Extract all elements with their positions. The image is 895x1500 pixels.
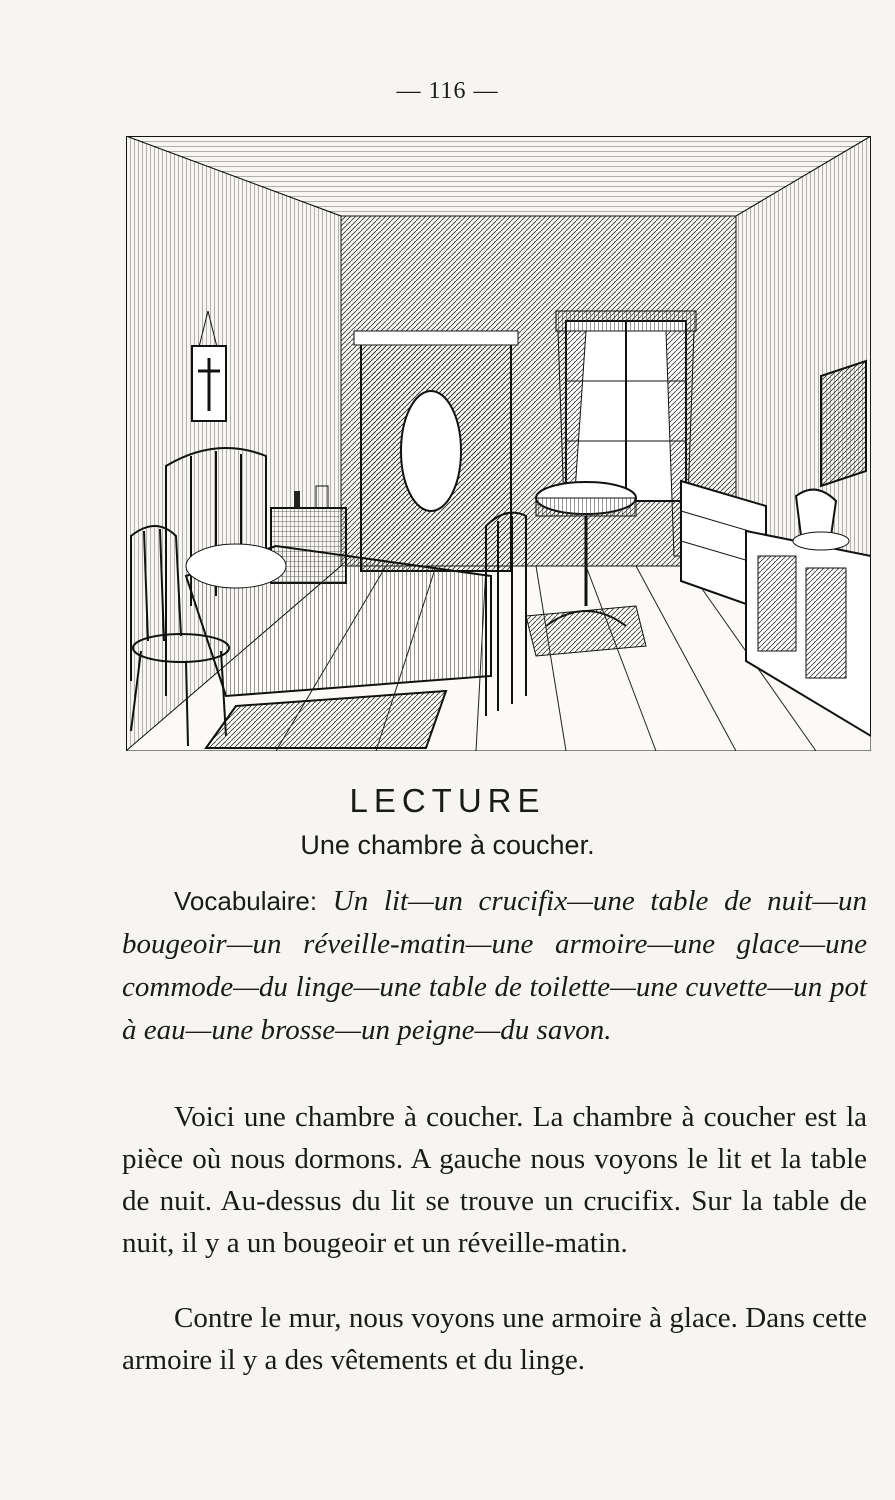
lesson-title: Une chambre à coucher. — [300, 830, 595, 860]
page-number: — 116 — — [396, 78, 499, 104]
section-heading: LECTURE — [349, 782, 546, 819]
bedroom-engraving — [126, 136, 871, 751]
reading-paragraph-1: Voici une chambre à coucher. La chambre à coucher est la pièce où nous dormons. A gauche nous voyons le lit et la table de nuit. Au-dessus du lit se trouve un crucifix. Sur la table de nuit, il y a un bougeoir et un réveille-matin. — [122, 1101, 867, 1259]
vocabulary-paragraph — [122, 880, 867, 1052]
bedroom-illustration — [126, 136, 871, 751]
reading-paragraph-2: Contre le mur, nous voyons une armoire à glace. Dans cette armoire il y a des vêtements et du linge. — [122, 1302, 867, 1376]
vocabulary-words: Un lit—un crucifix—une table de nuit—un bougeoir—un réveille-matin—une armoire—une glace—une commode—du linge—une table de toilette—une cuvette—un pot à eau—une brosse—un peigne—du savon. — [122, 885, 868, 1046]
vocabulary-label: Vocabulaire: — [174, 886, 318, 916]
